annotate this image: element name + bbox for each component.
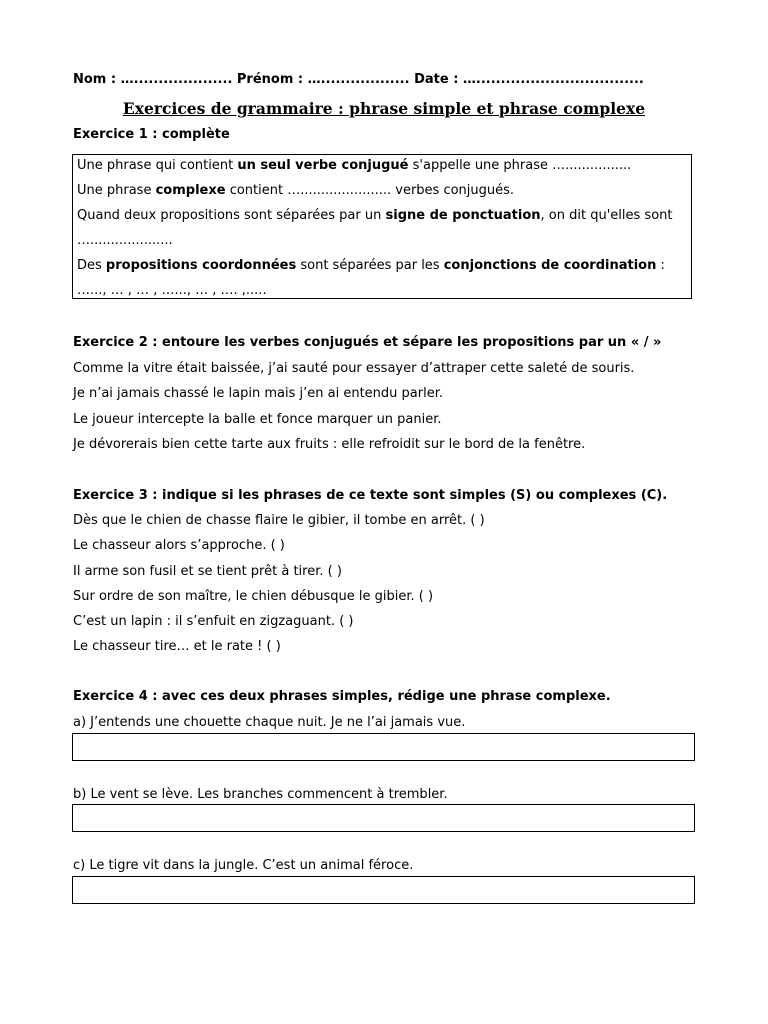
answer-box-c[interactable] — [72, 876, 695, 904]
ex3-sentence: Il arme son fusil et se tient prêt à tirer. ( ) — [73, 564, 342, 579]
exercise-1-instruction: : complète — [147, 127, 230, 142]
exercise-4-label: Exercice 4 — [73, 689, 148, 704]
exercise-2-instruction: : entoure les verbes conjugués et sépare les propositions par un « / » — [147, 335, 662, 350]
ex2-sentence: Comme la vitre était baissée, j’ai sauté pour essayer d’attraper cette saleté de souris. — [73, 361, 635, 376]
ex1-line-6: …..., … , … , …..., … , …. ,..... — [77, 283, 267, 298]
exercise-4-title — [73, 689, 611, 705]
exercise-4-instruction: : avec ces deux phrases simples, rédige une phrase complexe. — [147, 689, 611, 704]
answer-box-b[interactable] — [72, 804, 695, 832]
page-title: Exercices de grammaire : phrase simple et phrase complexe — [122, 99, 646, 118]
ex1-line-3: Quand deux propositions sont séparées par un signe de ponctuation, on dit qu'elles sont — [77, 208, 673, 223]
ex3-sentence: Dès que le chien de chasse flaire le gibier, il tombe en arrêt. ( ) — [73, 513, 485, 528]
ex1-line-5: Des propositions coordonnées sont séparées par les conjonctions de coordination : — [77, 258, 665, 273]
ex1-line-1: Une phrase qui contient un seul verbe conjugué s'appelle une phrase …................ — [77, 158, 632, 173]
date-field: Date : ….................................. — [414, 72, 644, 87]
ex2-sentence: Je dévorerais bien cette tarte aux fruits : elle refroidit sur le bord de la fenêtre. — [73, 437, 586, 452]
answer-box-a[interactable] — [72, 733, 695, 761]
exercise-2-title — [73, 335, 661, 351]
exercise-1-label: Exercice 1 — [73, 127, 148, 142]
ex4-item-a: a) J’entends une chouette chaque nuit. Je ne l’ai jamais vue. — [73, 715, 466, 730]
exercise-1-box — [72, 154, 692, 299]
ex2-sentence: Le joueur intercepte la balle et fonce marquer un panier. — [73, 412, 442, 427]
prenom-field: Prénom : ….................. — [236, 72, 415, 87]
header-line — [73, 72, 644, 88]
exercise-1-title — [73, 127, 230, 143]
ex4-item-b: b) Le vent se lève. Les branches commencent à trembler. — [73, 787, 448, 802]
ex3-sentence: C’est un lapin : il s’enfuit en zigzaguant. ( ) — [73, 614, 354, 629]
exercise-2-label: Exercice 2 — [73, 335, 148, 350]
ex4-item-c: c) Le tigre vit dans la jungle. C’est un animal féroce. — [73, 858, 414, 873]
ex2-sentence: Je n’ai jamais chassé le lapin mais j’en ai entendu parler. — [73, 386, 443, 401]
ex1-line-2: Une phrase complexe contient …...................... verbes conjugués. — [77, 183, 515, 198]
ex3-sentence: Le chasseur alors s’approche. ( ) — [73, 538, 285, 553]
exercise-3-instruction: : indique si les phrases de ce texte sont simples (S) ou complexes (C). — [147, 488, 668, 503]
ex3-sentence: Le chasseur tire… et le rate ! ( ) — [73, 639, 281, 654]
nom-field: Nom : ….................... — [73, 72, 237, 87]
ex3-sentence: Sur ordre de son maître, le chien débusque le gibier. ( ) — [73, 589, 434, 604]
exercise-3-label: Exercice 3 — [73, 488, 148, 503]
ex1-line-4: ….................... — [77, 233, 173, 248]
exercise-3-title — [73, 488, 667, 504]
